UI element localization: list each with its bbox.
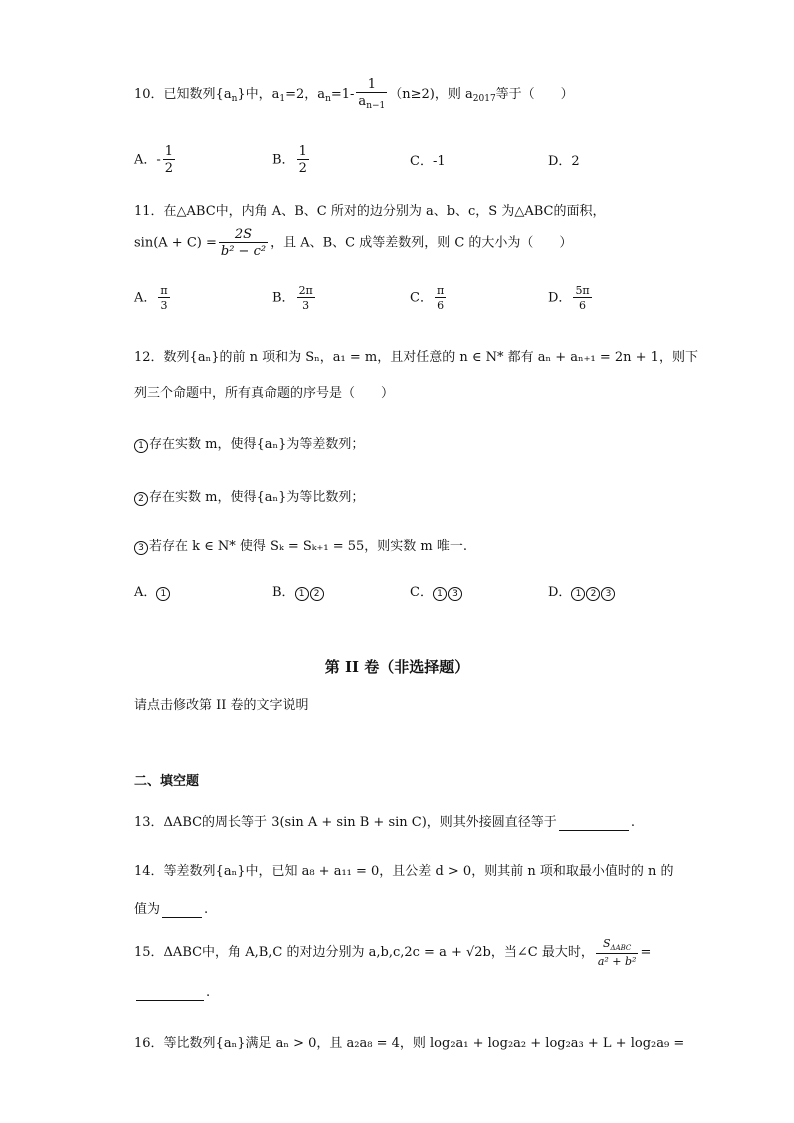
q12-item-text: 存在实数 m，使得{aₙ}为等比数列； (149, 490, 365, 505)
q12-choice-c[interactable] (410, 581, 463, 601)
answer-blank[interactable] (136, 985, 204, 1001)
q10-eq2: =2，a (285, 87, 326, 102)
q10-pre: 已知数列{a (163, 87, 232, 102)
q11-lhs: sin(A + C) = (134, 235, 217, 251)
q10-choice-b[interactable] (272, 145, 311, 175)
q15-fraction (596, 938, 639, 967)
question-15-line2 (134, 985, 210, 1001)
q10-sub: n (325, 94, 331, 104)
choice-label: B． (272, 585, 295, 600)
question-14-line1: 14．等差数列{aₙ}中，已知 a₈ + a₁₁ = 0，且公差 d > 0，则其前 n 项和取最小值时的 n 的 (134, 864, 674, 879)
frac-num: 2S (219, 228, 268, 243)
section-2-subtitle[interactable]: 请点击修改第 II 卷的文字说明 (134, 698, 309, 713)
choice-fraction (163, 145, 175, 175)
frac-den: 3 (302, 299, 310, 312)
q10-sub: n (231, 94, 238, 104)
q15-eq: = (640, 945, 652, 960)
q14-line2-text: 值为 (134, 902, 161, 917)
q11-choice-a[interactable] (134, 285, 172, 311)
question-12-line1: 12．数列{aₙ}的前 n 项和为 Sₙ，a₁ = m，且对任意的 n ∈ N* 都有 aₙ + aₙ₊₁ = 2n + 1，则下 (134, 350, 698, 365)
frac-num-sub: ΔABC (610, 944, 632, 952)
choice-label: C． (410, 290, 433, 306)
q13-end: . (630, 815, 635, 830)
frac-num (596, 938, 639, 954)
q12-item-text: 存在实数 m，使得{aₙ}为等差数列； (149, 437, 365, 452)
q15-text: 15．ΔABC中，角 A,B,C 的对边分别为 a,b,c,2c = a + √2b，当∠C 最大时， (134, 945, 594, 960)
q10-fraction (356, 78, 387, 111)
frac-num: 1 (164, 144, 174, 159)
q10-frac-num: 1 (356, 78, 387, 93)
choice-fraction (573, 285, 591, 311)
question-16: 16．等比数列{aₙ}满足 aₙ > 0，且 a₂a₈ = 4，则 log₂a₁ + log₂a₂ + log₂a₃ + L + log₂a₉ = (134, 1036, 685, 1051)
circled-number: 3 (448, 587, 462, 601)
circled-number: 1 (571, 587, 585, 601)
question-11-line2 (134, 228, 572, 258)
choice-fraction (297, 285, 315, 311)
q11-choice-c[interactable] (410, 285, 448, 311)
section-2-title: 第 II 卷（非选择题） (324, 658, 470, 676)
choice-label: A． (134, 290, 157, 306)
frac-den: a² + b² (597, 955, 637, 968)
q10-sub: 1 (279, 94, 286, 104)
frac-num: π (160, 284, 168, 297)
choice-label: B． (272, 290, 295, 306)
q12-choice-b[interactable] (272, 581, 325, 601)
choice-label: C．-1 (410, 154, 446, 169)
q10-frac-den-a: a (358, 94, 367, 109)
frac-num: π (436, 284, 445, 297)
question-14-line2 (134, 898, 208, 918)
q10-eq: =1- (330, 87, 355, 102)
question-12-line2: 列三个命题中，所有真命题的序号是（ ） (134, 386, 395, 401)
q10-mid: }中，a (237, 87, 280, 102)
answer-blank[interactable] (162, 902, 202, 918)
q12-choice-d[interactable] (548, 581, 616, 601)
choice-fraction (435, 285, 446, 311)
frac-den: 6 (437, 299, 445, 312)
q11-tail: ，且 A、B、C 成等差数列，则 C 的大小为（ ） (270, 235, 573, 251)
q12-item-1 (134, 433, 364, 453)
q11-choice-b[interactable] (272, 285, 317, 311)
frac-den: 6 (579, 299, 587, 312)
frac-den: b² − c² (220, 244, 267, 259)
choice-label: A． (134, 585, 157, 600)
q10-frac-den-sub: n−1 (366, 101, 386, 111)
circled-number: 3 (134, 541, 148, 555)
q12-item-3 (134, 535, 467, 555)
choice-label: C． (410, 585, 433, 600)
circled-number: 1 (134, 439, 148, 453)
frac-den: 3 (160, 299, 168, 312)
circled-number: 3 (601, 587, 615, 601)
q10-sub: 2017 (472, 94, 496, 104)
circled-number: 2 (586, 587, 600, 601)
q10-cond: （n≥2)，则 a (389, 87, 473, 102)
q15-end: . (206, 985, 211, 1000)
question-11-line1: 11．在△ABC中，内角 A、B、C 所对的边分别为 a、b、c，S 为△ABC的面积， (134, 204, 606, 219)
q11-fraction (219, 228, 268, 258)
q14-end: . (204, 902, 209, 917)
frac-num: 2π (298, 284, 313, 297)
question-13 (134, 811, 635, 831)
q11-choice-d[interactable] (548, 285, 594, 311)
choice-fraction (158, 285, 169, 311)
choice-fraction (297, 145, 309, 175)
circled-number: 1 (433, 587, 447, 601)
q10-tail: 等于（ ） (495, 87, 574, 102)
frac-num: 1 (298, 144, 307, 159)
q10-frac-den (356, 93, 387, 111)
q12-choice-a[interactable] (134, 581, 171, 601)
q10-number: 10． (134, 87, 164, 102)
frac-num: 5π (575, 284, 590, 297)
circled-number: 2 (134, 492, 148, 506)
q10-choice-d[interactable] (548, 150, 580, 169)
question-15 (134, 938, 651, 967)
circled-number: 2 (310, 587, 324, 601)
frac-num-s: S (603, 937, 611, 950)
q10-choice-c[interactable] (410, 150, 446, 169)
choice-label: D． (548, 290, 572, 306)
choice-label: D． (548, 585, 572, 600)
choice-label: A．- (134, 152, 161, 168)
choice-label: D．2 (548, 154, 580, 169)
part-2-heading: 二、填空题 (134, 774, 200, 789)
circled-number: 1 (156, 587, 170, 601)
q10-choice-a[interactable] (134, 145, 177, 175)
answer-blank[interactable] (559, 815, 629, 831)
question-10 (134, 78, 574, 112)
q12-item-2 (134, 486, 364, 506)
frac-den: 2 (164, 161, 174, 176)
q12-item-text: 若存在 k ∈ N* 使得 Sₖ = Sₖ₊₁ = 55，则实数 m 唯一. (149, 539, 467, 554)
q13-text: 13．ΔABC的周长等于 3(sin A + sin B + sin C)，则其外接圆直径等于 (134, 815, 557, 830)
frac-den: 2 (298, 161, 307, 176)
choice-label: B． (272, 152, 295, 168)
circled-number: 1 (295, 587, 309, 601)
